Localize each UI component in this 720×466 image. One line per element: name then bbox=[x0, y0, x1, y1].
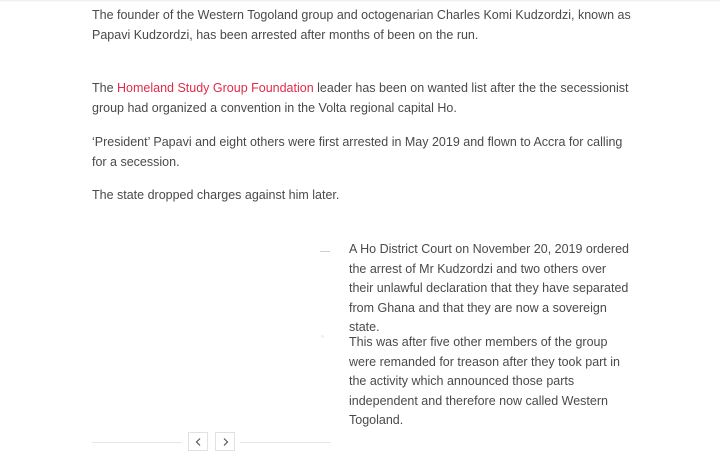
header-shadow bbox=[0, 0, 720, 2]
article-paragraph-2 bbox=[92, 79, 632, 118]
article-paragraph-6: This was after five other members of the group were remanded for treason after they took part in the activity which announced those parts independent and therefore now called Western Togoland. bbox=[349, 335, 620, 427]
slider-divider-left bbox=[92, 442, 182, 443]
paragraph-2-lead-text: The bbox=[92, 81, 118, 95]
slider-divider-right bbox=[240, 442, 331, 443]
article-paragraph-1: The founder of the Western Togoland group and octogenarian Charles Komi Kudzordzi, known as Papavi Kudzordzi, has been arrested after months of been on the run. bbox=[92, 8, 631, 42]
slider-prev-button[interactable] bbox=[188, 432, 208, 451]
related-slider-nav bbox=[92, 432, 331, 452]
article-paragraph-3: ‘President’ Papavi and eight others were first arrested in May 2019 and flown to Accra for calling for a secession. bbox=[92, 135, 623, 169]
chevron-left-icon bbox=[195, 438, 202, 446]
chevron-right-icon bbox=[222, 438, 229, 446]
slider-next-button[interactable] bbox=[215, 432, 235, 451]
embed-placeholder-dot bbox=[321, 335, 324, 338]
article-paragraph-5: A Ho District Court on November 20, 2019 ordered the arrest of Mr Kudzordzi and two others over their unlawful declaration that they have separated from Ghana and that they are now a sovereign state. bbox=[349, 242, 629, 334]
homeland-study-group-link[interactable]: Homeland Study Group Foundation bbox=[117, 81, 314, 95]
embed-placeholder-dash bbox=[320, 251, 330, 252]
paragraph-2-trail-text: leader has been on wanted list after the the secessionist group had organized a convention in the Volta regional capital Ho. bbox=[92, 81, 629, 115]
article-paragraph-4: The state dropped charges against him later. bbox=[92, 188, 340, 202]
